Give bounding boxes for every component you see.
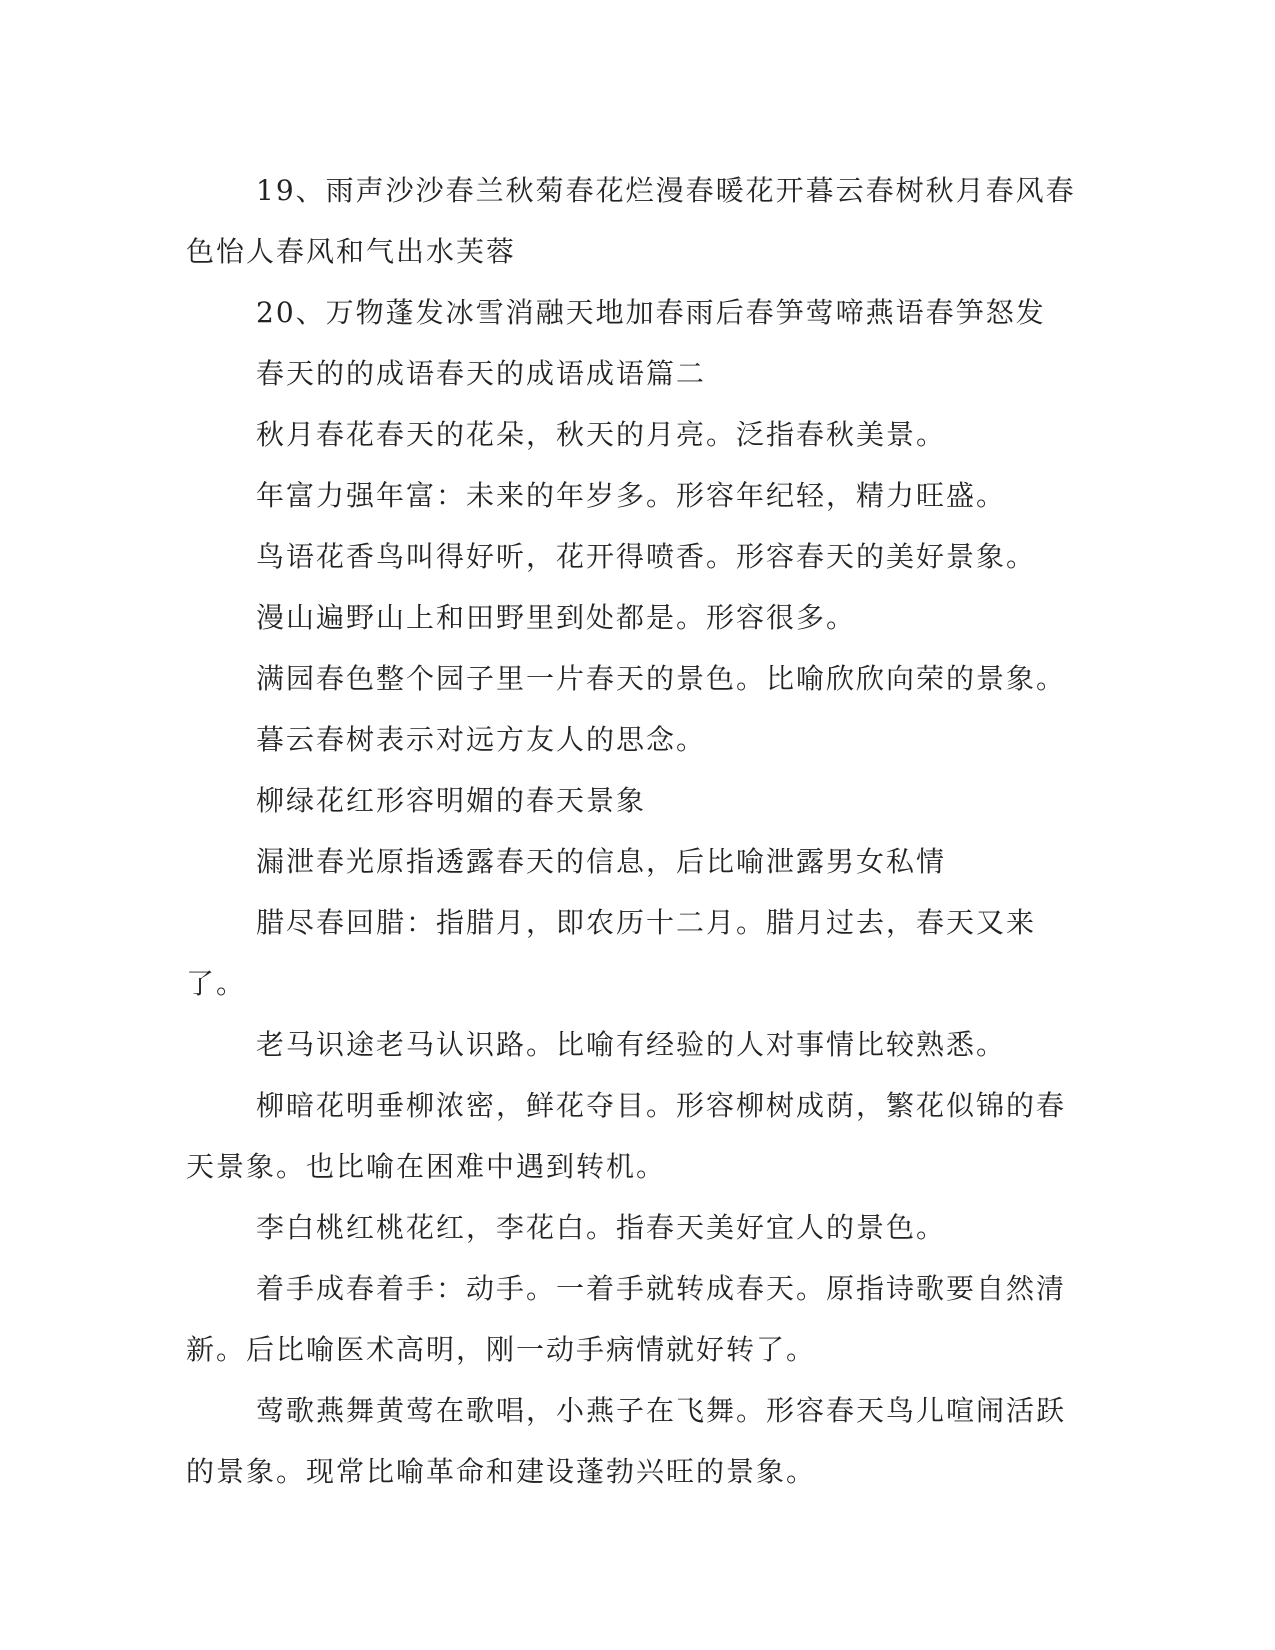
paragraph: 莺歌燕舞黄莺在歌唱，小燕子在飞舞。形容春天鸟儿喧闹活跃的景象。现常比喻革命和建设蓬勃兴旺的景象。 (186, 1394, 1067, 1488)
paragraph: 鸟语花香鸟叫得好听，花开得喷香。形容春天的美好景象。 (256, 540, 1037, 573)
paragraph: 20、万物蓬发冰雪消融天地加春雨后春笋莺啼燕语春笋怒发 (256, 296, 1046, 329)
paragraph: 漏泄春光原指透露春天的信息，后比喻泄露男女私情 (256, 845, 947, 878)
paragraph: 着手成春着手：动手。一着手就转成春天。原指诗歌要自然清新。后比喻医术高明，刚一动手病情就好转了。 (186, 1272, 1067, 1366)
paragraph: 李白桃红桃花红，李花白。指春天美好宜人的景色。 (256, 1211, 947, 1244)
paragraph: 漫山遍野山上和田野里到处都是。形容很多。 (256, 601, 857, 634)
section-heading: 春天的的成语春天的成语成语篇二 (256, 357, 707, 390)
paragraph: 老马识途老马认识路。比喻有经验的人对事情比较熟悉。 (256, 1028, 1007, 1061)
document-body (186, 160, 1076, 1502)
paragraph: 秋月春花春天的花朵，秋天的月亮。泛指春秋美景。 (256, 418, 947, 451)
paragraph: 柳绿花红形容明媚的春天景象 (256, 784, 647, 817)
paragraph: 年富力强年富：未来的年岁多。形容年纪轻，精力旺盛。 (256, 479, 1007, 512)
paragraph: 腊尽春回腊：指腊月，即农历十二月。腊月过去，春天又来了。 (186, 906, 1037, 1000)
paragraph: 满园春色整个园子里一片春天的景色。比喻欣欣向荣的景象。 (256, 662, 1067, 695)
paragraph: 柳暗花明垂柳浓密，鲜花夺目。形容柳树成荫，繁花似锦的春天景象。也比喻在困难中遇到转机。 (186, 1089, 1067, 1183)
paragraph: 暮云春树表示对远方友人的思念。 (256, 723, 707, 756)
paragraph: 19、雨声沙沙春兰秋菊春花烂漫春暖花开暮云春树秋月春风春色怡人春风和气出水芙蓉 (186, 174, 1076, 268)
